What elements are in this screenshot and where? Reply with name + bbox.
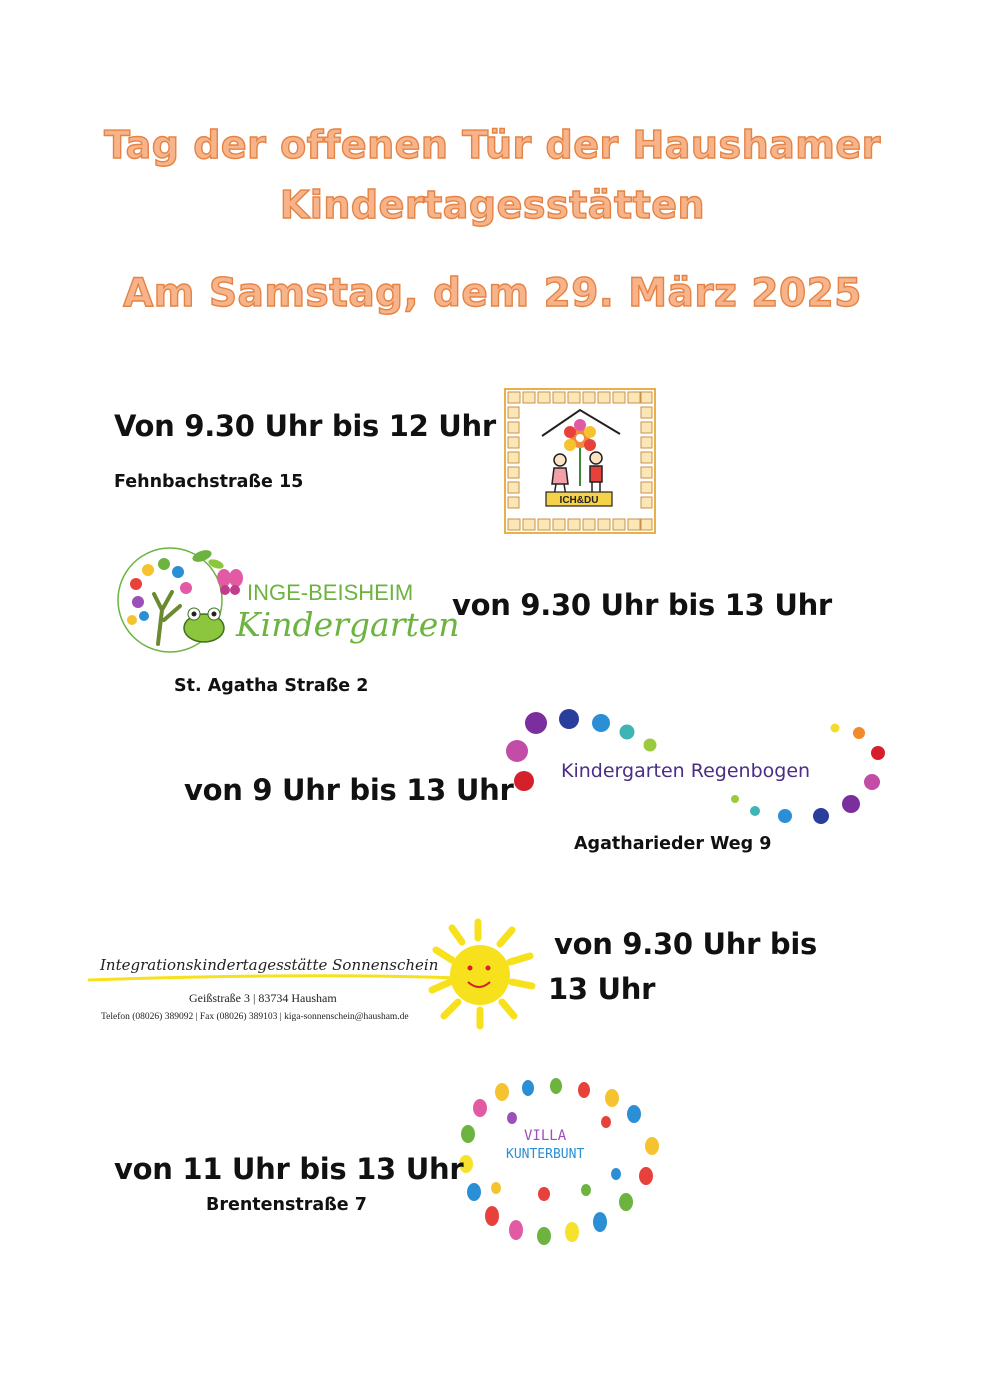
regenbogen-logo-text: Kindergarten Regenbogen <box>561 760 811 782</box>
sonnenschein-address: Geißstraße 3 | 83734 Hausham <box>189 991 337 1005</box>
entry-5-address: Brentenstraße 7 <box>206 1195 367 1215</box>
regenbogen-dots-logo <box>502 706 892 828</box>
entry-2-address: St. Agatha Straße 2 <box>174 676 369 696</box>
ich-und-du-logo <box>504 388 656 534</box>
sonnenschein-contact: Telefon (08026) 389092 | Fax (08026) 389103 | kiga-sonnenschein@hausham.de <box>101 1012 409 1022</box>
title-line-2: Kindertagesstätten <box>279 183 706 227</box>
inge-beisheim-kindergarten-logo <box>114 544 460 656</box>
event-date: Am Samstag, dem 29. März 2025 <box>123 271 862 316</box>
entry-3-time: von 9 Uhr bis 13 Uhr <box>184 773 514 807</box>
sonnenschein-name: Integrationskindertagesstätte Sonnenschein <box>100 956 439 974</box>
villa-word: VILLA <box>524 1128 567 1144</box>
entry-2-time: von 9.30 Uhr bis 13 Uhr <box>452 588 832 622</box>
inge-beisheim-name: INGE-BEISHEIM <box>247 580 414 605</box>
entry-3-address: Agatharieder Weg 9 <box>574 834 772 854</box>
ich-und-du-logo-text: ICH&DU <box>559 495 599 506</box>
title-line-1: Tag der offenen Tür der Haushamer <box>104 123 881 167</box>
entry-4-time-line-2: 13 Uhr <box>548 972 656 1006</box>
entry-5-time: von 11 Uhr bis 13 Uhr <box>114 1152 464 1186</box>
inge-beisheim-kindergarten-word: Kindergarten <box>236 605 460 644</box>
entry-1-address: Fehnbachstraße 15 <box>114 472 304 492</box>
entry-1-time: Von 9.30 Uhr bis 12 Uhr <box>114 409 496 443</box>
villa-kunterbunt-logo <box>456 1078 666 1246</box>
sun-logo <box>86 920 538 1030</box>
kunterbunt-word: KUNTERBUNT <box>506 1147 585 1162</box>
entry-4-time-line-1: von 9.30 Uhr bis <box>554 927 817 961</box>
